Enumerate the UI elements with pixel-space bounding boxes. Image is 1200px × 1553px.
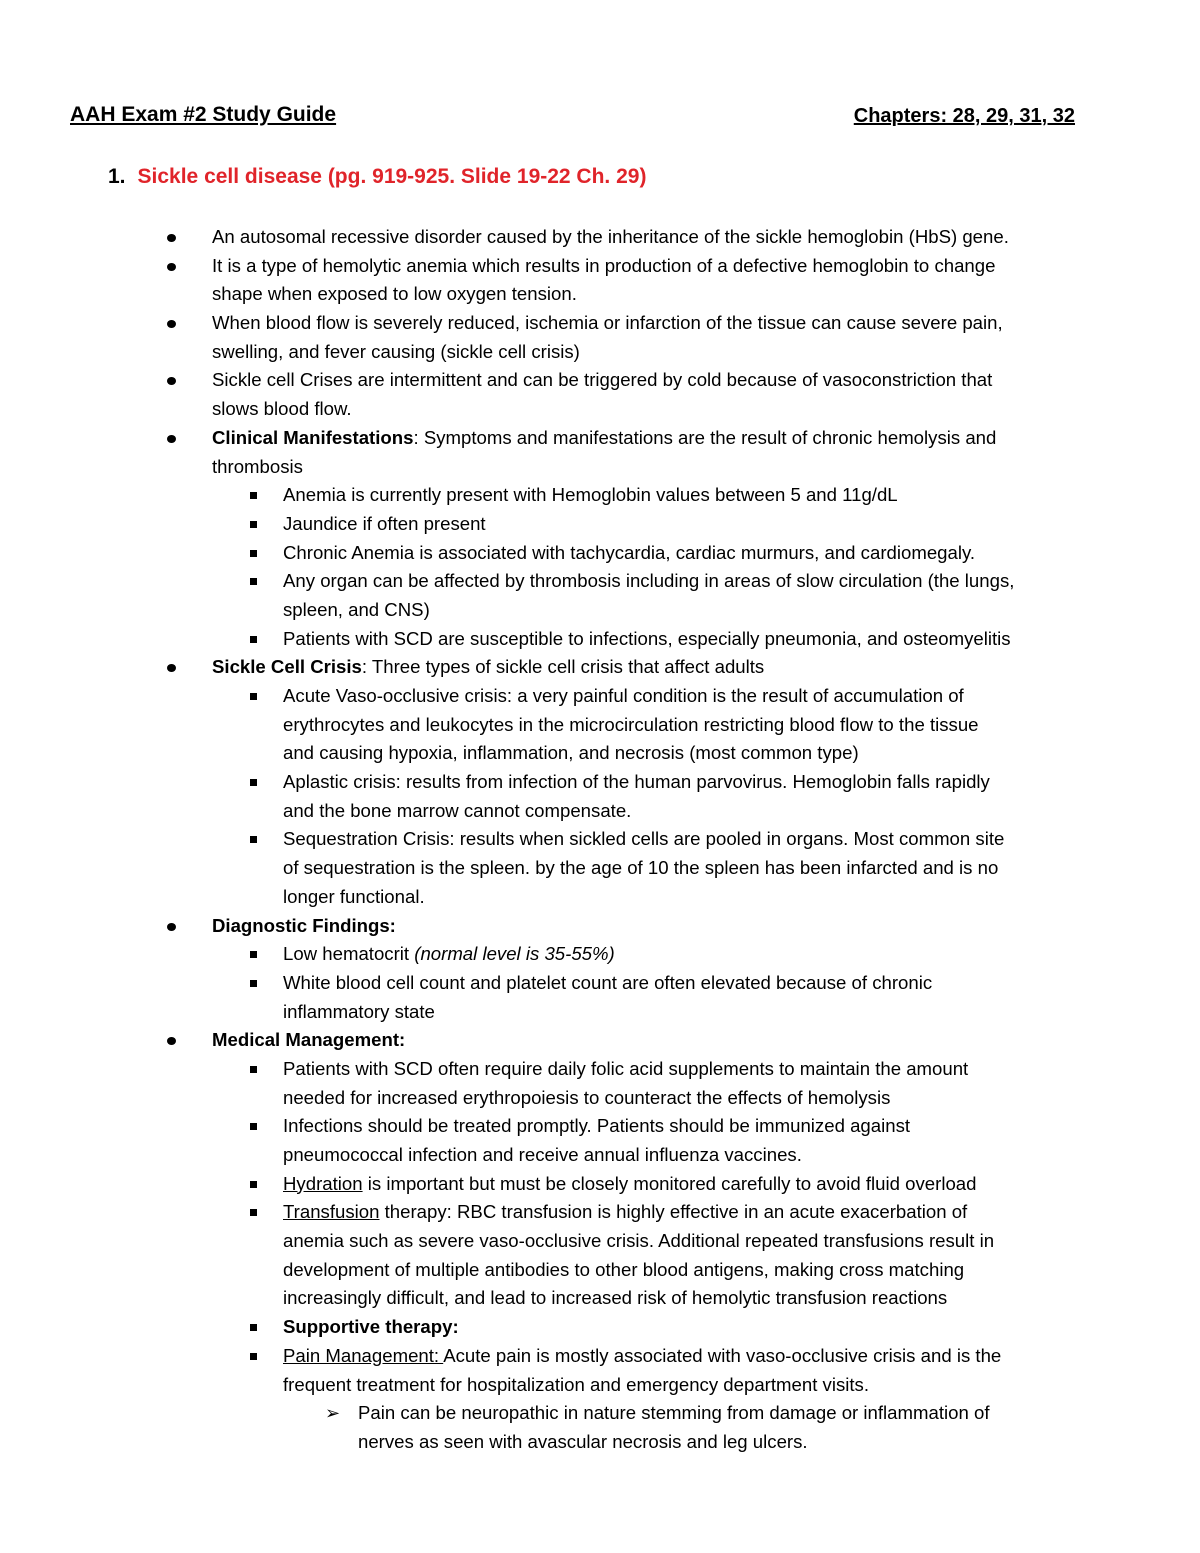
sub-sub-list-item-continuation <box>0 1428 1200 1457</box>
list-item-text: Pain can be neuropathic in nature stemming from damage or inflammation of <box>358 1402 990 1424</box>
sub-list-item <box>0 1313 1200 1342</box>
sub-list-item-continuation <box>0 1141 1200 1170</box>
list-item-text: of sequestration is the spleen. by the age of 10 the spleen has been infarcted and is no <box>283 857 999 879</box>
bullet-square-icon <box>250 550 257 557</box>
bullet-dot-icon <box>167 923 176 931</box>
transfusion-label: Transfusion <box>283 1201 380 1223</box>
list-item <box>0 366 1200 395</box>
sub-list-item-continuation <box>0 1284 1200 1313</box>
sub-list-item-continuation <box>0 596 1200 625</box>
list-item <box>0 223 1200 252</box>
list-item-text: and the bone marrow cannot compensate. <box>283 799 632 821</box>
sub-list-item <box>0 1170 1200 1199</box>
list-item-text: Sequestration Crisis: results when sickled cells are pooled in organs. Most common site <box>283 828 1005 850</box>
list-item-text: slows blood flow. <box>212 398 352 420</box>
list-item-text: development of multiple antibodies to other blood antigens, making cross matching <box>283 1258 965 1280</box>
sub-list-item-continuation <box>0 711 1200 740</box>
list-item <box>0 653 1200 682</box>
list-item-continuation <box>0 395 1200 424</box>
bullet-square-icon <box>250 779 257 786</box>
list-item-text: erythrocytes and leukocytes in the microcirculation restricting blood flow to the tissue <box>283 713 979 735</box>
list-item <box>0 252 1200 281</box>
pain-management-label: Pain Management: <box>283 1344 444 1366</box>
sub-list-item-continuation <box>0 854 1200 883</box>
bullet-square-icon <box>250 578 257 585</box>
list-item-text: Patients with SCD often require daily folic acid supplements to maintain the amount <box>283 1057 969 1079</box>
section-title-text: Sickle cell disease (pg. 919-925. Slide 19-22 Ch. 29) <box>137 165 647 188</box>
sub-list-item <box>0 682 1200 711</box>
list-item-text: Infections should be treated promptly. Patients should be immunized against <box>283 1115 911 1137</box>
sub-list-item-continuation <box>0 739 1200 768</box>
list-item <box>0 1026 1200 1055</box>
list-item-text: Patients with SCD are susceptible to infections, especially pneumonia, and osteomyelitis <box>283 627 1011 649</box>
sub-sub-list-item <box>0 1399 1200 1428</box>
sub-list-item-continuation <box>0 797 1200 826</box>
list-item <box>0 424 1200 453</box>
supportive-therapy-label: Supportive therapy: <box>283 1316 459 1338</box>
section-content <box>0 223 1200 1457</box>
list-item-text: It is a type of hemolytic anemia which results in production of a defective hemoglobin to change <box>212 254 996 276</box>
list-item <box>0 309 1200 338</box>
list-item-continuation <box>0 453 1200 482</box>
list-item-text: An autosomal recessive disorder caused by the inheritance of the sickle hemoglobin (HbS) gene. <box>212 226 1009 247</box>
sub-list-item <box>0 481 1200 510</box>
bullet-dot-icon <box>167 377 176 385</box>
bullet-square-icon <box>250 1324 257 1331</box>
list-item-text: is important but must be closely monitored carefully to avoid fluid overload <box>362 1172 977 1194</box>
list-item-text: nerves as seen with avascular necrosis and leg ulcers. <box>358 1430 808 1452</box>
list-item-text: frequent treatment for hospitalization and emergency department visits. <box>283 1373 870 1395</box>
bullet-square-icon <box>250 1209 257 1216</box>
bullet-dot-icon <box>167 234 176 242</box>
list-item-text: needed for increased erythropoiesis to counteract the effects of hemolysis <box>283 1086 891 1108</box>
list-item-text: shape when exposed to low oxygen tension. <box>212 283 577 305</box>
bullet-square-icon <box>250 836 257 843</box>
sub-list-item <box>0 825 1200 854</box>
bullet-square-icon <box>250 980 257 987</box>
sickle-cell-crisis-label: Sickle Cell Crisis <box>212 656 362 678</box>
list-item-text: pneumococcal infection and receive annual influenza vaccines. <box>283 1144 802 1165</box>
bullet-dot-icon <box>167 664 176 672</box>
bullet-square-icon <box>250 693 257 700</box>
list-item-text: and causing hypoxia, inflammation, and necrosis (most common type) <box>283 742 859 764</box>
list-item-text: Acute Vaso-occlusive crisis: a very painful condition is the result of accumulation of <box>283 685 964 706</box>
sub-list-item <box>0 1198 1200 1227</box>
list-item-continuation <box>0 338 1200 367</box>
section-heading <box>108 165 646 189</box>
list-item-continuation <box>0 280 1200 309</box>
sub-list-item <box>0 539 1200 568</box>
list-item-text: inflammatory state <box>283 1000 435 1022</box>
sub-list-item <box>0 567 1200 596</box>
sub-list-item-continuation <box>0 998 1200 1027</box>
bullet-square-icon <box>250 1123 257 1130</box>
sub-list-item <box>0 625 1200 654</box>
sub-list-item <box>0 768 1200 797</box>
list-item-text: : Symptoms and manifestations are the result of chronic hemolysis and <box>413 426 997 448</box>
bullet-square-icon <box>250 1181 257 1188</box>
sub-list-item <box>0 1112 1200 1141</box>
bullet-square-icon <box>250 1353 257 1360</box>
sub-list-item <box>0 940 1200 969</box>
list-item-text: Anemia is currently present with Hemoglobin values between 5 and 11g/dL <box>283 484 898 506</box>
list-item-text: Jaundice if often present <box>283 512 486 534</box>
list-item-text: increasingly difficult, and lead to increased risk of hemolytic transfusion reactions <box>283 1287 948 1309</box>
bullet-square-icon <box>250 951 257 958</box>
list-item-text: therapy: RBC transfusion is highly effective in an acute exacerbation of <box>379 1201 968 1223</box>
sub-list-item <box>0 1055 1200 1084</box>
bullet-square-icon <box>250 1066 257 1073</box>
bullet-square-icon <box>250 636 257 643</box>
list-item-text: White blood cell count and platelet count are often elevated because of chronic <box>283 971 933 993</box>
sub-list-item <box>0 510 1200 539</box>
sub-list-item <box>0 1342 1200 1371</box>
normal-level-note: (normal level is 35-55%) <box>414 943 615 965</box>
list-item-text: anemia such as severe vaso-occlusive crisis. Additional repeated transfusions result in <box>283 1230 995 1252</box>
list-item-text: Acute pain is mostly associated with vaso-occlusive crisis and is the <box>443 1344 1002 1366</box>
list-item-text: Low hematocrit <box>283 943 415 965</box>
list-item-text: : Three types of sickle cell crisis that affect adults <box>361 656 765 678</box>
list-item <box>0 912 1200 941</box>
list-item-text: swelling, and fever causing (sickle cell crisis) <box>212 340 580 362</box>
arrow-bullet-icon: ➢ <box>325 1403 341 1424</box>
medical-management-label: Medical Management: <box>212 1029 406 1051</box>
clinical-manifestations-label: Clinical Manifestations <box>212 426 414 448</box>
hydration-label: Hydration <box>283 1172 363 1194</box>
list-item-text: spleen, and CNS) <box>283 598 430 620</box>
sub-list-item-continuation <box>0 1256 1200 1285</box>
sub-list-item <box>0 969 1200 998</box>
sub-list-item-continuation <box>0 1371 1200 1400</box>
bullet-dot-icon <box>167 1037 176 1045</box>
section-number: 1. <box>108 165 126 188</box>
sub-list-item-continuation <box>0 883 1200 912</box>
bullet-square-icon <box>250 521 257 528</box>
bullet-dot-icon <box>167 320 176 328</box>
chapters-label: Chapters: 28, 29, 31, 32 <box>853 105 1075 127</box>
bullet-square-icon <box>250 492 257 499</box>
sub-list-item-continuation <box>0 1084 1200 1113</box>
diagnostic-findings-label: Diagnostic Findings: <box>212 914 396 936</box>
list-item-text: Sickle cell Crises are intermittent and can be triggered by cold because of vasoconstriction that <box>212 369 993 391</box>
list-item-text: When blood flow is severely reduced, ischemia or infarction of the tissue can cause severe pain, <box>212 312 1003 334</box>
bullet-dot-icon <box>167 263 176 271</box>
sub-list-item-continuation <box>0 1227 1200 1256</box>
list-item-text: thrombosis <box>212 455 303 477</box>
list-item-text: longer functional. <box>283 885 425 907</box>
list-item-text: Any organ can be affected by thrombosis including in areas of slow circulation (the lungs, <box>283 570 1015 592</box>
list-item-text: Chronic Anemia is associated with tachycardia, cardiac murmurs, and cardiomegaly. <box>283 541 976 563</box>
bullet-dot-icon <box>167 435 176 443</box>
list-item-text: Aplastic crisis: results from infection of the human parvovirus. Hemoglobin falls rapidly <box>283 771 990 793</box>
document-title: AAH Exam #2 Study Guide <box>70 103 337 126</box>
